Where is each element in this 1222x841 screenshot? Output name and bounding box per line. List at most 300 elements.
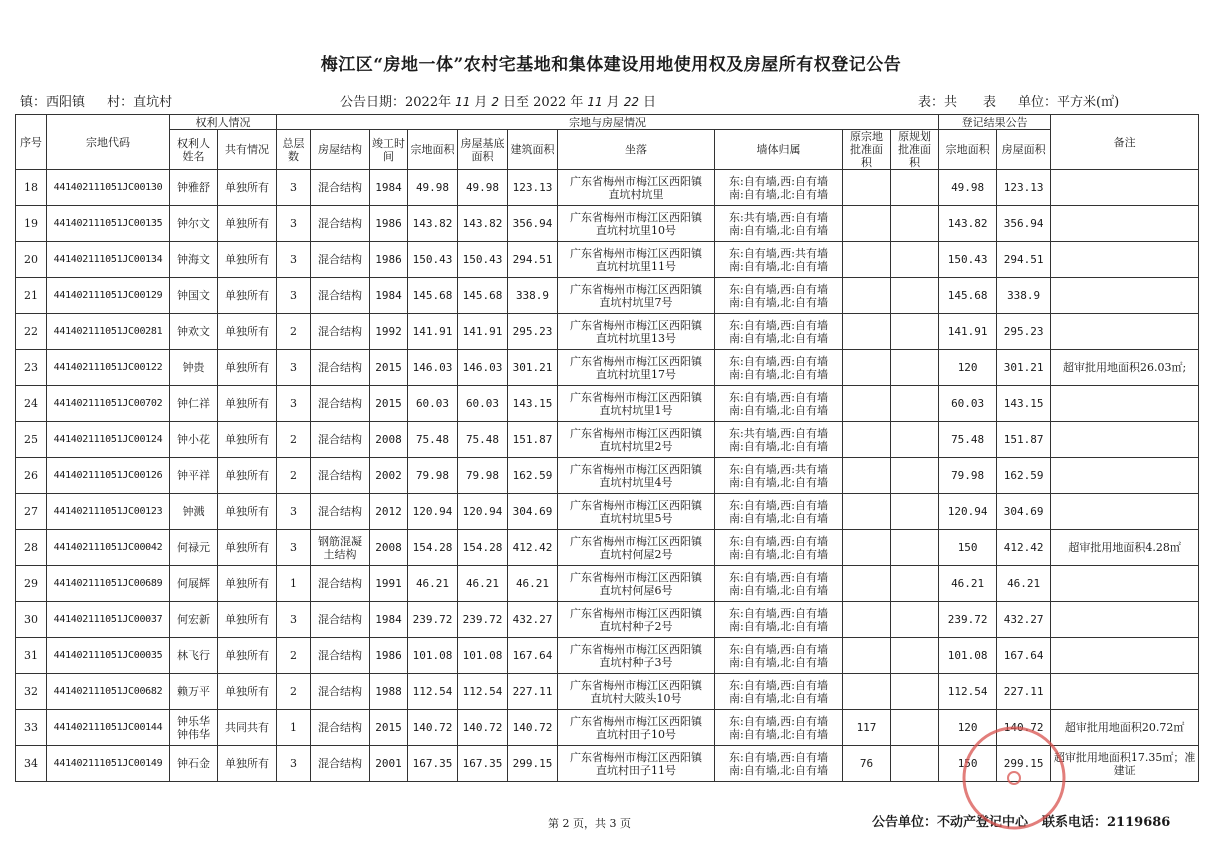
header-remark: 备注 [1051, 115, 1199, 170]
share-cell: 共同共有 [218, 710, 277, 746]
result-land-cell: 49.98 [939, 170, 997, 206]
land-area-cell: 146.03 [408, 350, 458, 386]
code-cell: 441402111051JC00134 [47, 242, 170, 278]
wall-cell [715, 278, 843, 314]
floors-cell: 3 [277, 242, 311, 278]
wall-cell-line-2: 南:自有墙,北:自有墙 [729, 691, 828, 705]
code-cell: 441402111051JC00149 [47, 746, 170, 782]
result-build-cell: 227.11 [997, 674, 1051, 710]
floors-cell: 1 [277, 566, 311, 602]
table-row [16, 458, 1199, 494]
share-cell: 单独所有 [218, 746, 277, 782]
page-title: 梅江区“房地一体”农村宅基地和集体建设用地使用权及房屋所有权登记公告 [320, 55, 902, 75]
remark-cell [1051, 458, 1199, 494]
share-cell: 单独所有 [218, 206, 277, 242]
location-cell-line-1: 广东省梅州市梅江区西阳镇 [570, 426, 702, 440]
town-label: 镇：西阳镇 [20, 95, 86, 110]
result-build-cell: 151.87 [997, 422, 1051, 458]
header-result-group: 登记结果公告 [939, 115, 1051, 130]
header-orig-approved: 原宗地批准面积 [843, 130, 891, 170]
wall-cell [715, 350, 843, 386]
orig-plan-cell [891, 242, 939, 278]
location-cell-line-2: 直坑村大陂头10号 [590, 691, 682, 705]
base-area-cell: 146.03 [458, 350, 508, 386]
location-cell [558, 710, 715, 746]
header-location: 坐落 [558, 130, 715, 170]
year-cell: 2015 [370, 386, 408, 422]
build-area-cell: 432.27 [508, 602, 558, 638]
table-count: 表：共 表 [918, 95, 997, 110]
remark-cell [1051, 638, 1199, 674]
wall-cell-line-2: 南:自有墙,北:自有墙 [729, 439, 828, 453]
base-area-cell: 101.08 [458, 638, 508, 674]
owner-name-cell: 钟贵 [170, 350, 218, 386]
floors-cell: 2 [277, 314, 311, 350]
remark-cell [1051, 206, 1199, 242]
structure-cell: 混合结构 [311, 566, 370, 602]
location-cell-line-2: 直坑村坑里4号 [599, 475, 673, 489]
remark-cell [1051, 242, 1199, 278]
seq-cell: 28 [16, 530, 47, 566]
location-cell-line-2: 直坑村何屋2号 [599, 547, 673, 561]
location-cell-line-2: 直坑村种子2号 [599, 619, 673, 633]
orig-approved-cell [843, 314, 891, 350]
build-area-cell: 412.42 [508, 530, 558, 566]
location-cell-line-1: 广东省梅州市梅江区西阳镇 [570, 750, 702, 764]
code-cell: 441402111051JC00124 [47, 422, 170, 458]
code-cell: 441402111051JC00702 [47, 386, 170, 422]
result-land-cell: 239.72 [939, 602, 997, 638]
wall-cell-line-1: 东:自有墙,西:自有墙 [729, 390, 828, 404]
location-cell-line-2: 直坑村坑里 [608, 187, 664, 201]
orig-plan-cell [891, 494, 939, 530]
share-cell: 单独所有 [218, 530, 277, 566]
remark-cell: 超审批用地面积26.03㎡; [1051, 350, 1199, 386]
code-cell: 441402111051JC00042 [47, 530, 170, 566]
orig-approved-cell [843, 602, 891, 638]
orig-approved-cell [843, 206, 891, 242]
orig-approved-cell [843, 278, 891, 314]
owner-name-cell: 钟尔文 [170, 206, 218, 242]
year-cell: 2008 [370, 530, 408, 566]
header-wall: 墙体归属 [715, 130, 843, 170]
table-row [16, 170, 1199, 206]
location-cell-line-2: 直坑村坑里13号 [596, 331, 676, 345]
result-land-cell: 101.08 [939, 638, 997, 674]
land-area-cell: 101.08 [408, 638, 458, 674]
date-start-day: 2 [491, 95, 500, 109]
seq-cell: 32 [16, 674, 47, 710]
orig-approved-cell [843, 638, 891, 674]
code-cell: 441402111051JC00035 [47, 638, 170, 674]
build-area-cell: 294.51 [508, 242, 558, 278]
registration-table [15, 114, 1199, 782]
result-build-cell: 123.13 [997, 170, 1051, 206]
wall-cell [715, 170, 843, 206]
wall-cell [715, 458, 843, 494]
share-cell: 单独所有 [218, 458, 277, 494]
remark-cell [1051, 386, 1199, 422]
share-cell: 单独所有 [218, 170, 277, 206]
result-land-cell: 141.91 [939, 314, 997, 350]
share-cell: 单独所有 [218, 638, 277, 674]
seq-cell: 23 [16, 350, 47, 386]
location-cell-line-1: 广东省梅州市梅江区西阳镇 [570, 534, 702, 548]
location-cell [558, 242, 715, 278]
seq-cell: 19 [16, 206, 47, 242]
seq-cell: 27 [16, 494, 47, 530]
header-land-area: 宗地面积 [408, 130, 458, 170]
year-cell: 1988 [370, 674, 408, 710]
owner-name-cell: 钟雅舒 [170, 170, 218, 206]
build-area-cell: 140.72 [508, 710, 558, 746]
location-cell [558, 314, 715, 350]
wall-cell-line-1: 东:自有墙,西:自有墙 [729, 750, 828, 764]
header-result-land: 宗地面积 [939, 130, 997, 170]
orig-plan-cell [891, 278, 939, 314]
year-cell: 1984 [370, 170, 408, 206]
remark-cell: 超审批用地面积4.28㎡ [1051, 530, 1199, 566]
result-build-cell: 140.72 [997, 710, 1051, 746]
wall-cell-line-2: 南:自有墙,北:自有墙 [729, 187, 828, 201]
orig-plan-cell [891, 530, 939, 566]
month-label-2: 月 [606, 95, 620, 110]
location-cell-line-1: 广东省梅州市梅江区西阳镇 [570, 678, 702, 692]
date-start-month: 11 [455, 95, 471, 109]
location-cell [558, 170, 715, 206]
structure-cell: 混合结构 [311, 278, 370, 314]
year-cell: 2015 [370, 710, 408, 746]
table-body [16, 170, 1199, 782]
table-row [16, 530, 1199, 566]
table-row [16, 350, 1199, 386]
location-cell-line-1: 广东省梅州市梅江区西阳镇 [570, 390, 702, 404]
result-build-cell: 167.64 [997, 638, 1051, 674]
orig-plan-cell [891, 746, 939, 782]
land-area-cell: 79.98 [408, 458, 458, 494]
location-cell-line-1: 广东省梅州市梅江区西阳镇 [570, 282, 702, 296]
seq-cell: 29 [16, 566, 47, 602]
structure-cell: 混合结构 [311, 170, 370, 206]
structure-cell: 混合结构 [311, 314, 370, 350]
result-build-cell: 304.69 [997, 494, 1051, 530]
table-row [16, 494, 1199, 530]
wall-cell-line-1: 东:自有墙,西:自有墙 [729, 570, 828, 584]
location-cell-line-1: 广东省梅州市梅江区西阳镇 [570, 174, 702, 188]
build-area-cell: 338.9 [508, 278, 558, 314]
code-cell: 441402111051JC00689 [47, 566, 170, 602]
floors-cell: 3 [277, 386, 311, 422]
structure-cell: 混合结构 [311, 422, 370, 458]
result-land-cell: 79.98 [939, 458, 997, 494]
wall-cell-line-1: 东:自有墙,西:自有墙 [729, 318, 828, 332]
orig-approved-cell: 76 [843, 746, 891, 782]
wall-cell [715, 206, 843, 242]
wall-cell-line-1: 东:自有墙,西:共有墙 [729, 246, 828, 260]
seq-cell: 25 [16, 422, 47, 458]
remark-cell [1051, 566, 1199, 602]
result-build-cell: 143.15 [997, 386, 1051, 422]
land-area-cell: 143.82 [408, 206, 458, 242]
location-cell-line-2: 直坑村坑里10号 [596, 223, 676, 237]
result-build-cell: 46.21 [997, 566, 1051, 602]
result-land-cell: 120 [939, 350, 997, 386]
wall-cell-line-2: 南:自有墙,北:自有墙 [729, 547, 828, 561]
floors-cell: 3 [277, 530, 311, 566]
location-cell-line-2: 直坑村坑里1号 [599, 403, 673, 417]
wall-cell [715, 746, 843, 782]
wall-cell-line-2: 南:自有墙,北:自有墙 [729, 655, 828, 669]
floors-cell: 3 [277, 602, 311, 638]
wall-cell [715, 422, 843, 458]
table-row [16, 314, 1199, 350]
structure-cell: 混合结构 [311, 494, 370, 530]
structure-cell: 钢筋混凝土结构 [311, 530, 370, 566]
wall-cell-line-1: 东:自有墙,西:自有墙 [729, 678, 828, 692]
wall-cell-line-2: 南:自有墙,北:自有墙 [729, 403, 828, 417]
share-cell: 单独所有 [218, 566, 277, 602]
location-cell-line-1: 广东省梅州市梅江区西阳镇 [570, 570, 702, 584]
location-cell [558, 278, 715, 314]
page-number: 第 2 页，共 3 页 [548, 817, 631, 830]
land-area-cell: 239.72 [408, 602, 458, 638]
owner-name-cell: 钟溅 [170, 494, 218, 530]
wall-cell-line-1: 东:自有墙,西:自有墙 [729, 714, 828, 728]
header-share: 共有情况 [218, 130, 277, 170]
location-cell-line-2: 直坑村种子3号 [599, 655, 673, 669]
location-cell-line-2: 直坑村坑里17号 [596, 367, 676, 381]
table-meta [918, 91, 1141, 110]
year-cell: 2001 [370, 746, 408, 782]
wall-cell-line-2: 南:自有墙,北:自有墙 [729, 763, 828, 777]
location-cell-line-2: 直坑村坑里7号 [599, 295, 673, 309]
result-land-cell: 150 [939, 746, 997, 782]
wall-cell-line-2: 南:自有墙,北:自有墙 [729, 295, 828, 309]
code-cell: 441402111051JC00129 [47, 278, 170, 314]
orig-plan-cell [891, 566, 939, 602]
owner-name-cell: 何展辉 [170, 566, 218, 602]
wall-cell-line-1: 东:自有墙,西:自有墙 [729, 174, 828, 188]
result-build-cell: 338.9 [997, 278, 1051, 314]
date-end-label: 日 [642, 95, 656, 110]
wall-cell [715, 530, 843, 566]
seq-cell: 34 [16, 746, 47, 782]
wall-cell-line-2: 南:自有墙,北:自有墙 [729, 223, 828, 237]
orig-plan-cell [891, 170, 939, 206]
table-row [16, 674, 1199, 710]
base-area-cell: 145.68 [458, 278, 508, 314]
result-land-cell: 145.68 [939, 278, 997, 314]
orig-plan-cell [891, 350, 939, 386]
year-cell: 1984 [370, 602, 408, 638]
land-area-cell: 167.35 [408, 746, 458, 782]
base-area-cell: 79.98 [458, 458, 508, 494]
announcing-unit: 公告单位：不动产登记中心 [872, 815, 1029, 830]
land-area-cell: 49.98 [408, 170, 458, 206]
land-area-cell: 141.91 [408, 314, 458, 350]
structure-cell: 混合结构 [311, 638, 370, 674]
share-cell: 单独所有 [218, 314, 277, 350]
floors-cell: 3 [277, 170, 311, 206]
build-area-cell: 46.21 [508, 566, 558, 602]
wall-cell [715, 494, 843, 530]
build-area-cell: 299.15 [508, 746, 558, 782]
build-area-cell: 304.69 [508, 494, 558, 530]
year-cell: 1984 [370, 278, 408, 314]
orig-approved-cell [843, 350, 891, 386]
base-area-cell: 154.28 [458, 530, 508, 566]
land-area-cell: 46.21 [408, 566, 458, 602]
land-area-cell: 120.94 [408, 494, 458, 530]
location-cell-line-1: 广东省梅州市梅江区西阳镇 [570, 714, 702, 728]
floors-cell: 3 [277, 278, 311, 314]
orig-approved-cell [843, 530, 891, 566]
table-row [16, 206, 1199, 242]
year-cell: 1986 [370, 242, 408, 278]
share-cell: 单独所有 [218, 386, 277, 422]
result-land-cell: 75.48 [939, 422, 997, 458]
land-area-cell: 75.48 [408, 422, 458, 458]
wall-cell-line-2: 南:自有墙,北:自有墙 [729, 331, 828, 345]
owner-name-cell: 钟国文 [170, 278, 218, 314]
wall-cell [715, 314, 843, 350]
floors-cell: 3 [277, 206, 311, 242]
build-area-cell: 123.13 [508, 170, 558, 206]
date-to-label: 日至 2022 年 [503, 95, 584, 110]
code-cell: 441402111051JC00037 [47, 602, 170, 638]
code-cell: 441402111051JC00122 [47, 350, 170, 386]
wall-cell-line-1: 东:自有墙,西:自有墙 [729, 534, 828, 548]
seq-cell: 24 [16, 386, 47, 422]
year-cell: 1992 [370, 314, 408, 350]
remark-cell [1051, 170, 1199, 206]
location-cell-line-1: 广东省梅州市梅江区西阳镇 [570, 246, 702, 260]
owner-name-cell: 林飞行 [170, 638, 218, 674]
wall-cell-line-1: 东:自有墙,西:自有墙 [729, 606, 828, 620]
location-cell [558, 674, 715, 710]
wall-cell-line-2: 南:自有墙,北:自有墙 [729, 619, 828, 633]
structure-cell: 混合结构 [311, 458, 370, 494]
header-floors: 总层数 [277, 130, 311, 170]
structure-cell: 混合结构 [311, 746, 370, 782]
structure-cell: 混合结构 [311, 242, 370, 278]
table-row [16, 710, 1199, 746]
base-area-cell: 140.72 [458, 710, 508, 746]
floors-cell: 3 [277, 746, 311, 782]
header-orig-plan: 原规划批准面积 [891, 130, 939, 170]
base-area-cell: 112.54 [458, 674, 508, 710]
location-cell-line-2: 直坑村坑里2号 [599, 439, 673, 453]
village-label: 村：直坑村 [107, 95, 173, 110]
location-info [20, 91, 190, 110]
base-area-cell: 60.03 [458, 386, 508, 422]
result-build-cell: 412.42 [997, 530, 1051, 566]
header-build-area: 建筑面积 [508, 130, 558, 170]
structure-cell: 混合结构 [311, 674, 370, 710]
header-owner-name: 权利人姓名 [170, 130, 218, 170]
code-cell: 441402111051JC00144 [47, 710, 170, 746]
year-cell: 2002 [370, 458, 408, 494]
owner-name-cell: 钟平祥 [170, 458, 218, 494]
wall-cell-line-1: 东:自有墙,西:自有墙 [729, 498, 828, 512]
floors-cell: 3 [277, 350, 311, 386]
owner-name-cell: 钟石金 [170, 746, 218, 782]
announcement-date [340, 91, 656, 110]
share-cell: 单独所有 [218, 494, 277, 530]
build-area-cell: 301.21 [508, 350, 558, 386]
base-area-cell: 167.35 [458, 746, 508, 782]
base-area-cell: 143.82 [458, 206, 508, 242]
code-cell: 441402111051JC00130 [47, 170, 170, 206]
owner-name-cell: 何禄元 [170, 530, 218, 566]
land-area-cell: 154.28 [408, 530, 458, 566]
wall-cell-line-2: 南:自有墙,北:自有墙 [729, 727, 828, 741]
location-cell-line-2: 直坑村坑里5号 [599, 511, 673, 525]
floors-cell: 2 [277, 638, 311, 674]
location-cell-line-1: 广东省梅州市梅江区西阳镇 [570, 462, 702, 476]
share-cell: 单独所有 [218, 350, 277, 386]
build-area-cell: 227.11 [508, 674, 558, 710]
wall-cell [715, 242, 843, 278]
owner-name-cell: 钟海文 [170, 242, 218, 278]
location-cell [558, 206, 715, 242]
orig-plan-cell [891, 710, 939, 746]
base-area-cell: 49.98 [458, 170, 508, 206]
remark-cell [1051, 278, 1199, 314]
owner-name-cell: 钟乐华 钟伟华 [170, 710, 218, 746]
result-land-cell: 143.82 [939, 206, 997, 242]
location-cell [558, 530, 715, 566]
header-code: 宗地代码 [47, 115, 170, 170]
orig-plan-cell [891, 314, 939, 350]
seq-cell: 33 [16, 710, 47, 746]
result-build-cell: 432.27 [997, 602, 1051, 638]
result-land-cell: 112.54 [939, 674, 997, 710]
seq-cell: 20 [16, 242, 47, 278]
base-area-cell: 239.72 [458, 602, 508, 638]
orig-plan-cell [891, 206, 939, 242]
contact-phone: 联系电话：2119686 [1042, 815, 1171, 830]
code-cell: 441402111051JC00126 [47, 458, 170, 494]
location-cell-line-2: 直坑村坑里11号 [596, 259, 676, 273]
floors-cell: 3 [277, 494, 311, 530]
location-cell-line-1: 广东省梅州市梅江区西阳镇 [570, 318, 702, 332]
floors-cell: 2 [277, 674, 311, 710]
location-cell [558, 494, 715, 530]
code-cell: 441402111051JC00135 [47, 206, 170, 242]
seq-cell: 26 [16, 458, 47, 494]
location-cell [558, 638, 715, 674]
year-cell: 2015 [370, 350, 408, 386]
header-owner-group: 权利人情况 [170, 115, 277, 130]
location-cell-line-2: 直坑村田子11号 [596, 763, 676, 777]
share-cell: 单独所有 [218, 674, 277, 710]
orig-plan-cell [891, 638, 939, 674]
header-result-build: 房屋面积 [997, 130, 1051, 170]
header-year: 竣工时间 [370, 130, 408, 170]
wall-cell-line-1: 东:共有墙,西:自有墙 [729, 426, 828, 440]
base-area-cell: 141.91 [458, 314, 508, 350]
table-row [16, 638, 1199, 674]
year-cell: 2008 [370, 422, 408, 458]
floors-cell: 1 [277, 710, 311, 746]
base-area-cell: 150.43 [458, 242, 508, 278]
structure-cell: 混合结构 [311, 350, 370, 386]
structure-cell: 混合结构 [311, 386, 370, 422]
code-cell: 441402111051JC00123 [47, 494, 170, 530]
footer-contact [872, 811, 1184, 830]
header-base-area: 房屋基底面积 [458, 130, 508, 170]
